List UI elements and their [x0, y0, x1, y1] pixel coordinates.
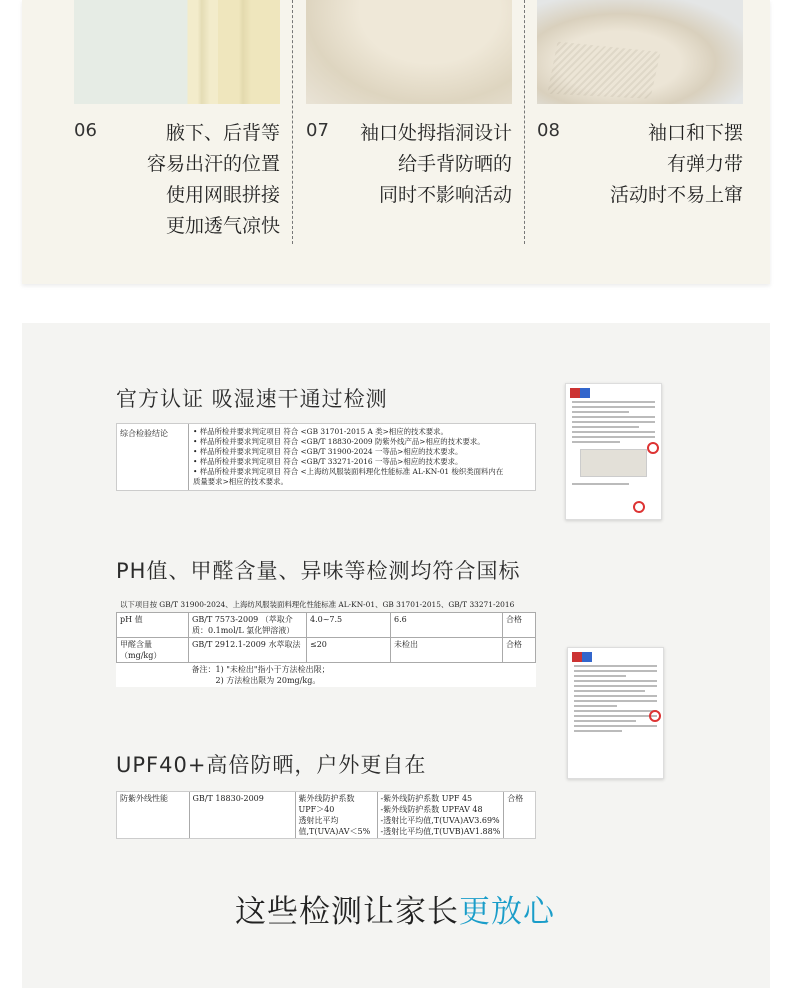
report-note: 2) 方法检出限为 20mg/kg。: [215, 676, 321, 685]
divider: [524, 0, 525, 244]
table-row: [117, 638, 536, 663]
closing-slogan: [0, 886, 790, 931]
table-cell: 4.0~7.5: [307, 613, 391, 638]
feature-line: 给手背防晒的: [397, 153, 512, 175]
feature-line: 同时不影响活动: [378, 184, 512, 206]
red-seal-icon: [647, 442, 659, 454]
feature-line: 袖口和下摆: [647, 122, 743, 144]
table-cell-line: -透射比平均值,T(UVA)AV3.69%: [380, 816, 500, 825]
report-line: • 样品所检并要求判定项目 符合 <GB/T 18830-2009 防紫外线产品>相应的技术要求。: [193, 437, 485, 446]
report-table: [117, 792, 535, 838]
feature-line: 有弹力带: [666, 153, 743, 175]
table-cell: ≤20: [307, 638, 391, 663]
feature-panel: [22, 0, 770, 284]
feature-number: 08: [537, 120, 560, 141]
table-row: [117, 663, 536, 688]
table-cell-line: 紫外线防护系数: [298, 794, 355, 803]
report-excerpt-ph-formaldehyde: [116, 599, 536, 689]
report-line: • 样品所检并要求判定项目 符合 <GB 31701-2015 A 类>相应的技术要求。: [193, 427, 448, 436]
report-note: 备注：1) "未检出"指小于方法检出限；: [191, 665, 330, 674]
table-cell: pH 值: [117, 613, 189, 638]
feature-description: [122, 118, 280, 242]
red-seal-icon: [633, 501, 645, 513]
report-line: • 样品所检并要求判定项目 符合 <GB/T 31900-2024 一等品>相应的技术要求。: [193, 447, 463, 456]
report-excerpt-uv-protection: [116, 791, 536, 839]
table-cell-line: -紫外线防护系数 UPF 45: [380, 794, 473, 803]
table-cell: [377, 792, 504, 838]
table-cell: GB/T 18830-2009: [189, 792, 295, 838]
report-excerpt-conclusion: [116, 423, 536, 491]
section-heading-certification: 官方认证 吸湿速干通过检测: [116, 387, 388, 411]
red-seal-icon: [649, 710, 661, 722]
product-photo-thumb-hole: [306, 0, 512, 104]
table-cell: 防紫外线性能: [117, 792, 189, 838]
feature-line: 更加透气凉快: [165, 215, 280, 237]
table-cell: 合格: [507, 794, 524, 803]
table-cell-line: 透射比平均: [298, 816, 339, 825]
table-cell-line: -透射比平均值,T(UVB)AV1.88%: [380, 827, 501, 836]
report-line: 质量要求>相应的技术要求。: [193, 477, 288, 486]
table-row: [117, 613, 536, 638]
product-photo-elastic-cuff: [537, 0, 743, 104]
slogan-text: 这些检测让家长: [235, 894, 459, 930]
section-heading-upf: UPF40+高倍防晒，户外更自在: [116, 753, 427, 777]
table-cell: GB/T 2912.1-2009 水萃取法: [189, 638, 307, 663]
table-row: [117, 792, 535, 838]
divider: [292, 0, 293, 244]
section-heading-ph-formaldehyde: PH值、甲醛含量、异味等检测均符合国标: [116, 559, 521, 583]
table-cell: 未检出: [391, 638, 503, 663]
feature-line: 袖口处拇指洞设计: [359, 122, 512, 144]
table-cell-line: UPF＞40: [298, 805, 335, 814]
table-cell: GB/T 7573-2009 （萃取介质：0.1mol/L 氯化钾溶液）: [189, 613, 307, 638]
table-cell: [295, 792, 377, 838]
feature-description: [567, 118, 743, 211]
feature-line: 容易出汗的位置: [146, 153, 280, 175]
feature-description: [332, 118, 512, 211]
table-cell: 甲醛含量（mg/kg）: [117, 638, 189, 663]
table-cell-line: 值,T(UVA)AV＜5%: [298, 827, 371, 836]
report-label: 综合检验结论: [117, 424, 189, 490]
feature-line: 使用网眼拼接: [165, 184, 280, 206]
test-report-thumbnail: [567, 647, 664, 779]
slogan-highlight: 更放心: [459, 894, 555, 930]
product-photo-underarm-mesh: [74, 0, 280, 104]
report-line: • 样品所检并要求判定项目 符合 <GB/T 33271-2016 一等品>相应的技术要求。: [193, 457, 463, 466]
feature-number: 06: [74, 120, 97, 141]
report-caption: 以下项目按 GB/T 31900-2024、上海纺风服装面料理化性能标准 AL-KN-01、GB 31701-2015、GB/T 33271-2016: [120, 600, 515, 609]
table-cell-line: -紫外线防护系数 UPFAV 48: [380, 805, 483, 814]
test-report-thumbnail: [565, 383, 662, 520]
feature-number: 07: [306, 120, 329, 141]
table-cell: 合格: [503, 613, 536, 638]
table-cell: 合格: [503, 638, 536, 663]
report-line: • 样品所检并要求判定项目 符合 <上海纺风服装面料理化性能标准 AL-KN-01 梭织类面料内在: [193, 467, 504, 476]
feature-line: 腋下、后背等: [165, 122, 280, 144]
report-table: [116, 612, 536, 687]
table-cell: 6.6: [391, 613, 503, 638]
feature-line: 活动时不易上窜: [609, 184, 743, 206]
